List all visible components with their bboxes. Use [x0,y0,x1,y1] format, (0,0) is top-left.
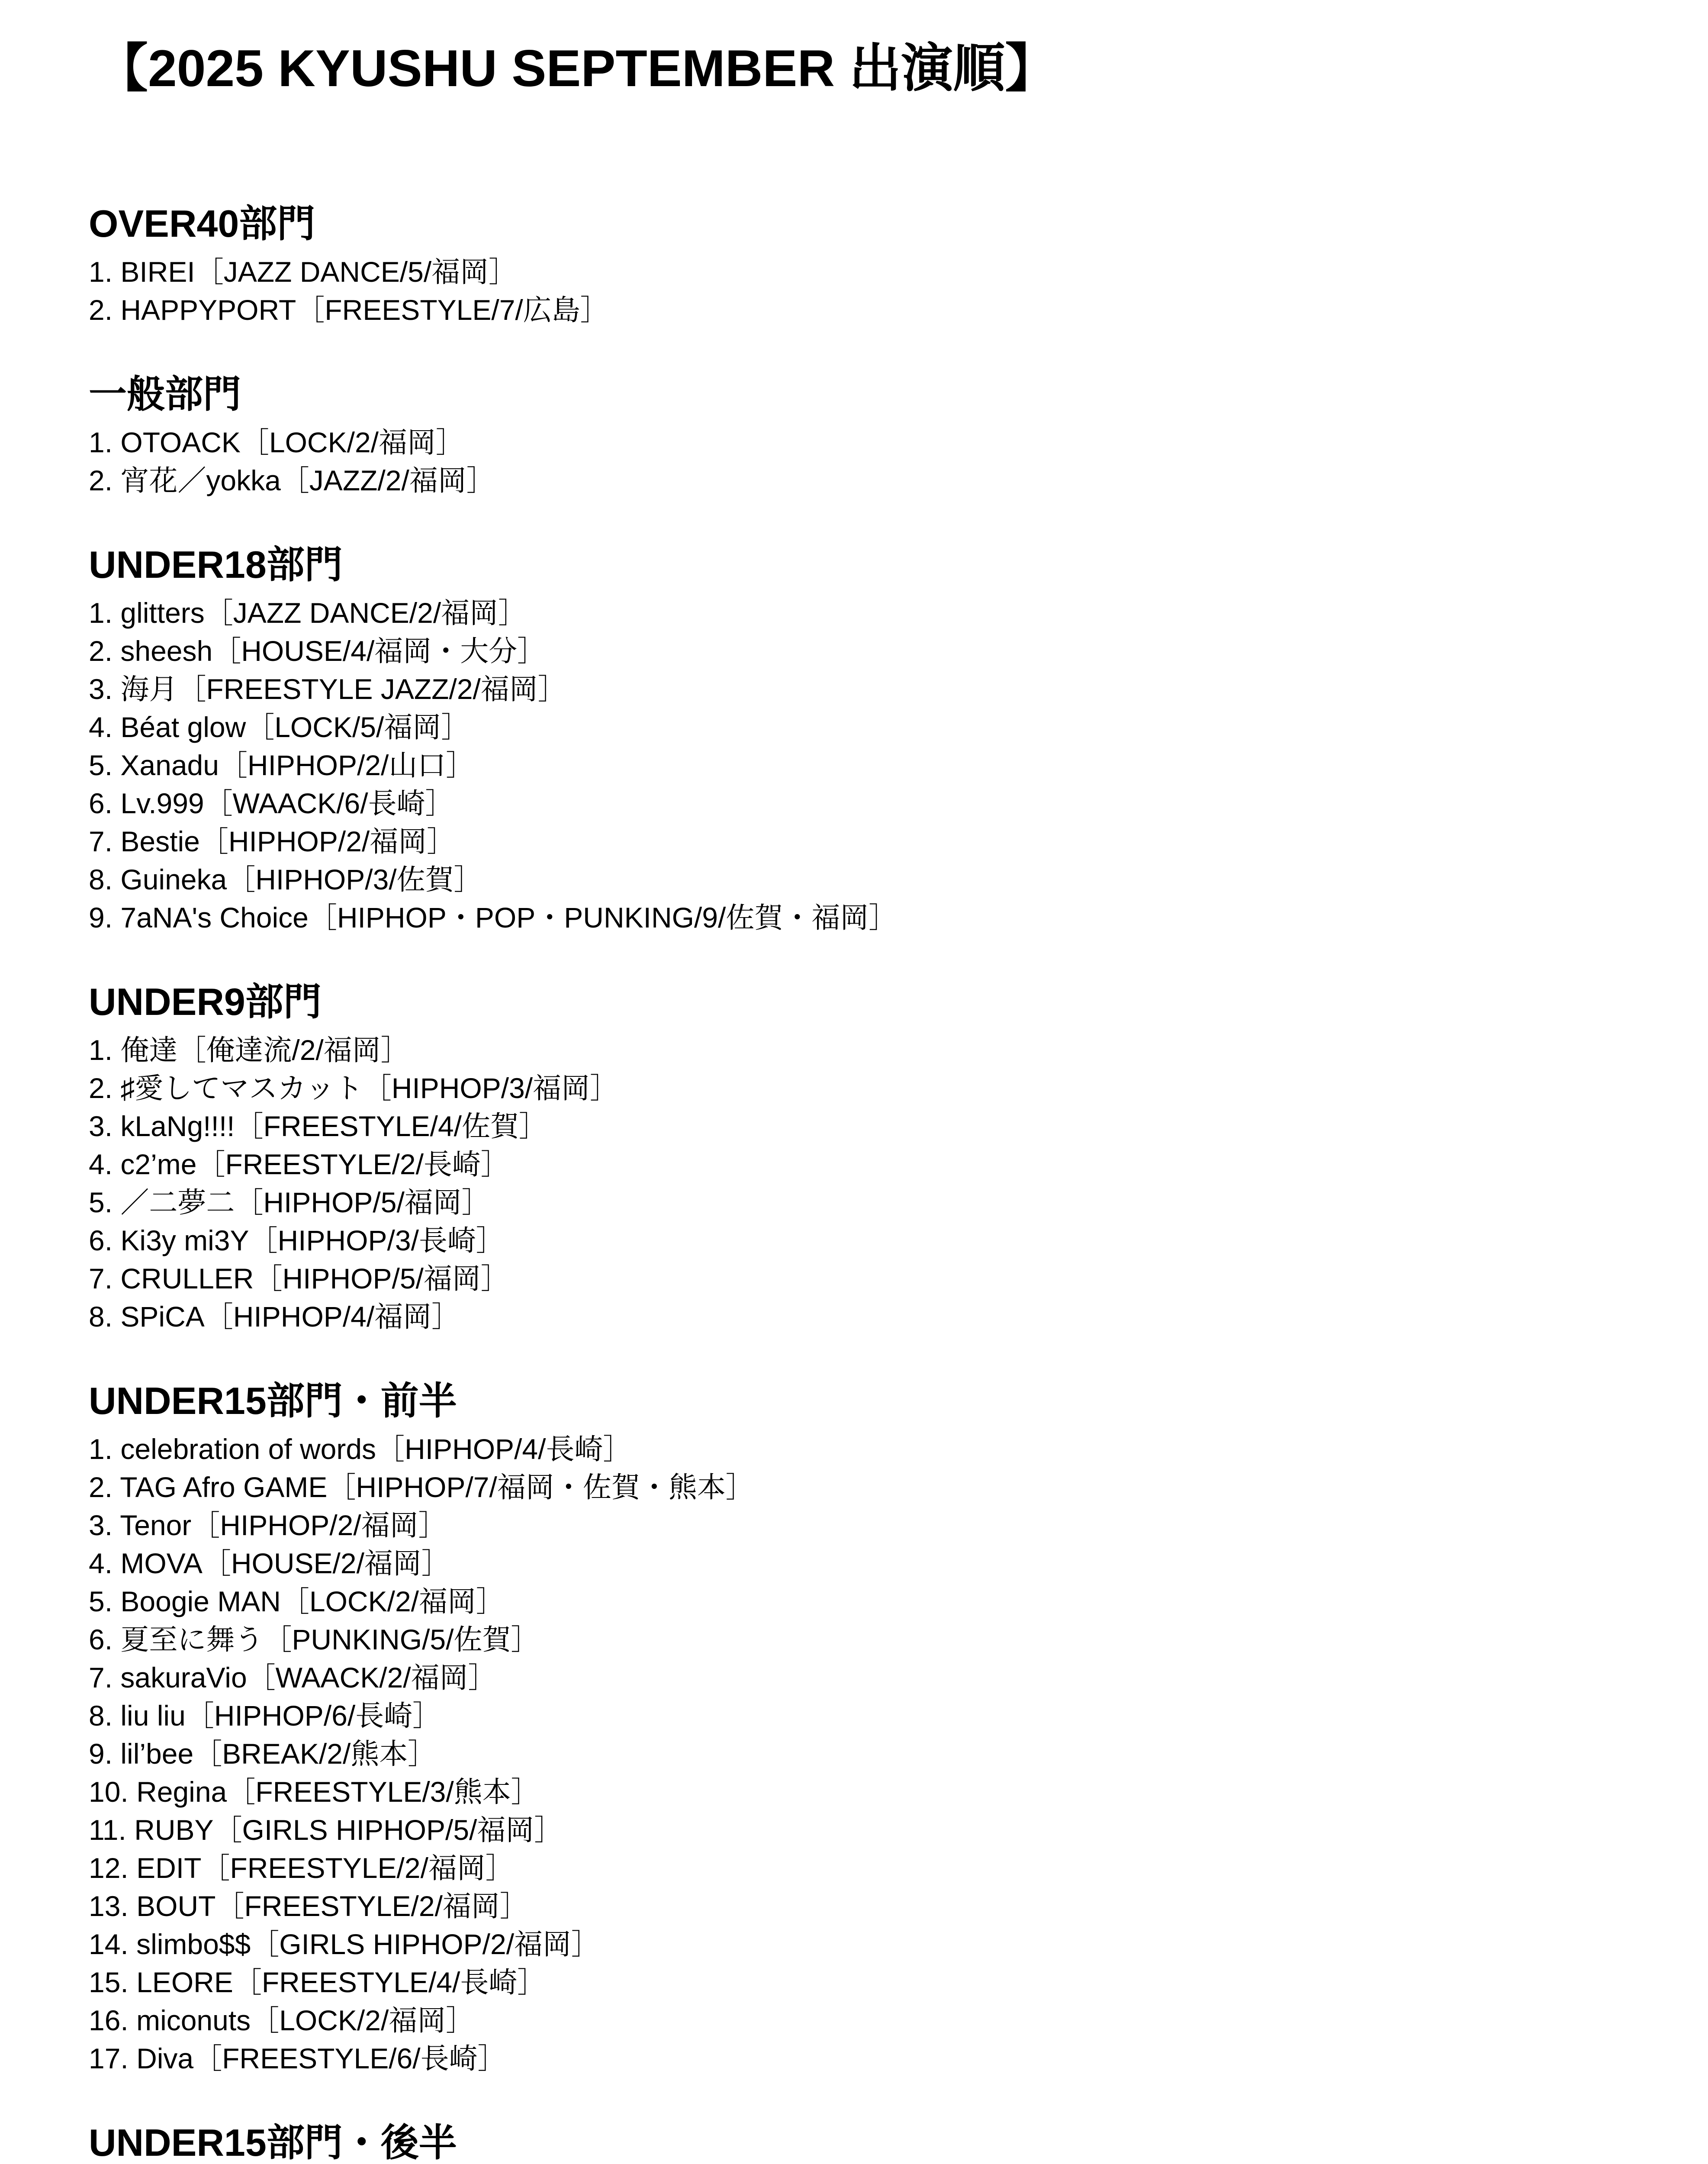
list-item: 2. TAG Afro GAME［HIPHOP/7/福岡・佐賀・熊本］ [89,1471,754,1503]
list-item: 15. LEORE［FREESTYLE/4/長崎］ [89,1966,546,1998]
list-item: 7. sakuraVio［WAACK/2/福岡］ [89,1662,497,1694]
section-over40 [89,200,1647,329]
section-heading: UNDER15部門・後半 [89,2121,457,2164]
list-item: 6. 夏至に舞う［PUNKING/5/佐賀］ [89,1623,540,1655]
list-item: 6. Ki3y mi3Y［HIPHOP/3/長崎］ [89,1224,505,1256]
list-item: 5. Xanadu［HIPHOP/2/山口］ [89,749,475,781]
list-item: 8. Guineka［HIPHOP/3/佐賀］ [89,863,482,895]
list-item: 4. c2’me［FREESTYLE/2/長崎］ [89,1148,509,1180]
section-heading: UNDER18部門 [89,543,343,586]
list-item: 8. SPiCA［HIPHOP/4/福岡］ [89,1301,460,1333]
entry-list [89,1430,1647,2077]
list-item: 11. RUBY［GIRLS HIPHOP/5/福岡］ [89,1814,563,1846]
section-heading: UNDER9部門 [89,980,322,1023]
section-under18 [89,541,1647,937]
entry-list [89,423,1647,499]
list-item: 4. Béat glow［LOCK/5/福岡］ [89,711,470,743]
list-item: 1. celebration of words［HIPHOP/4/長崎］ [89,1433,632,1465]
list-item: 16. miconuts［LOCK/2/福岡］ [89,2004,475,2036]
section-under9 [89,978,1647,1336]
section-heading: 一般部門 [89,373,241,415]
list-item: 1. BIREI［JAZZ DANCE/5/福岡］ [89,256,518,288]
list-item: 7. CRULLER［HIPHOP/5/福岡］ [89,1262,509,1295]
list-item: 14. slimbo$$［GIRLS HIPHOP/2/福岡］ [89,1928,600,1960]
list-item: 12. EDIT［FREESTYLE/2/福岡］ [89,1852,514,1884]
entry-list [89,594,1647,937]
section-heading: UNDER15部門・前半 [89,1379,457,1422]
entry-list [89,253,1647,329]
list-item: 3. kLaNg!!!!［FREESTYLE/4/佐賀］ [89,1110,547,1142]
lineup-content [89,200,1647,2164]
section-heading: OVER40部門 [89,202,315,245]
list-item: 2. 宵花／yokka［JAZZ/2/福岡］ [89,464,495,496]
list-item: 13. BOUT［FREESTYLE/2/福岡］ [89,1890,528,1922]
section-under15-first-half [89,1377,1647,2077]
list-item: 3. Tenor［HIPHOP/2/福岡］ [89,1509,447,1541]
list-item: 5. ／二夢二［HIPHOP/5/福岡］ [89,1186,490,1218]
list-item: 9. lil’bee［BREAK/2/熊本］ [89,1738,437,1770]
list-item: 6. Lv.999［WAACK/6/長崎］ [89,787,454,819]
list-item: 17. Diva［FREESTYLE/6/長崎］ [89,2042,506,2074]
list-item: 2. HAPPYPORT［FREESTYLE/7/広島］ [89,294,609,326]
list-item: 2. ♯愛してマスカット［HIPHOP/3/福岡］ [89,1072,619,1104]
section-general [89,370,1647,499]
list-item: 1. 俺達［俺達流/2/福岡］ [89,1034,409,1066]
list-item: 4. MOVA［HOUSE/2/福岡］ [89,1547,450,1579]
list-item: 1. OTOACK［LOCK/2/福岡］ [89,426,464,458]
list-item: 1. glitters［JAZZ DANCE/2/福岡］ [89,597,527,629]
list-item: 8. liu liu［HIPHOP/6/長崎］ [89,1700,441,1732]
list-item: 2. sheesh［HOUSE/4/福岡・大分］ [89,635,546,667]
section-under15-second-half [89,2119,1647,2164]
page-title: 【2025 KYUSHU SEPTEMBER 出演順】 [96,39,1057,97]
list-item: 10. Regina［FREESTYLE/3/熊本］ [89,1776,540,1808]
list-item: 3. 海月［FREESTYLE JAZZ/2/福岡］ [89,673,566,705]
list-item: 7. Bestie［HIPHOP/2/福岡］ [89,825,456,857]
list-item: 5. Boogie MAN［LOCK/2/福岡］ [89,1585,505,1617]
entry-list [89,1031,1647,1336]
list-item: 9. 7aNA's Choice［HIPHOP・POP・PUNKING/9/佐賀・福岡］ [89,902,897,934]
